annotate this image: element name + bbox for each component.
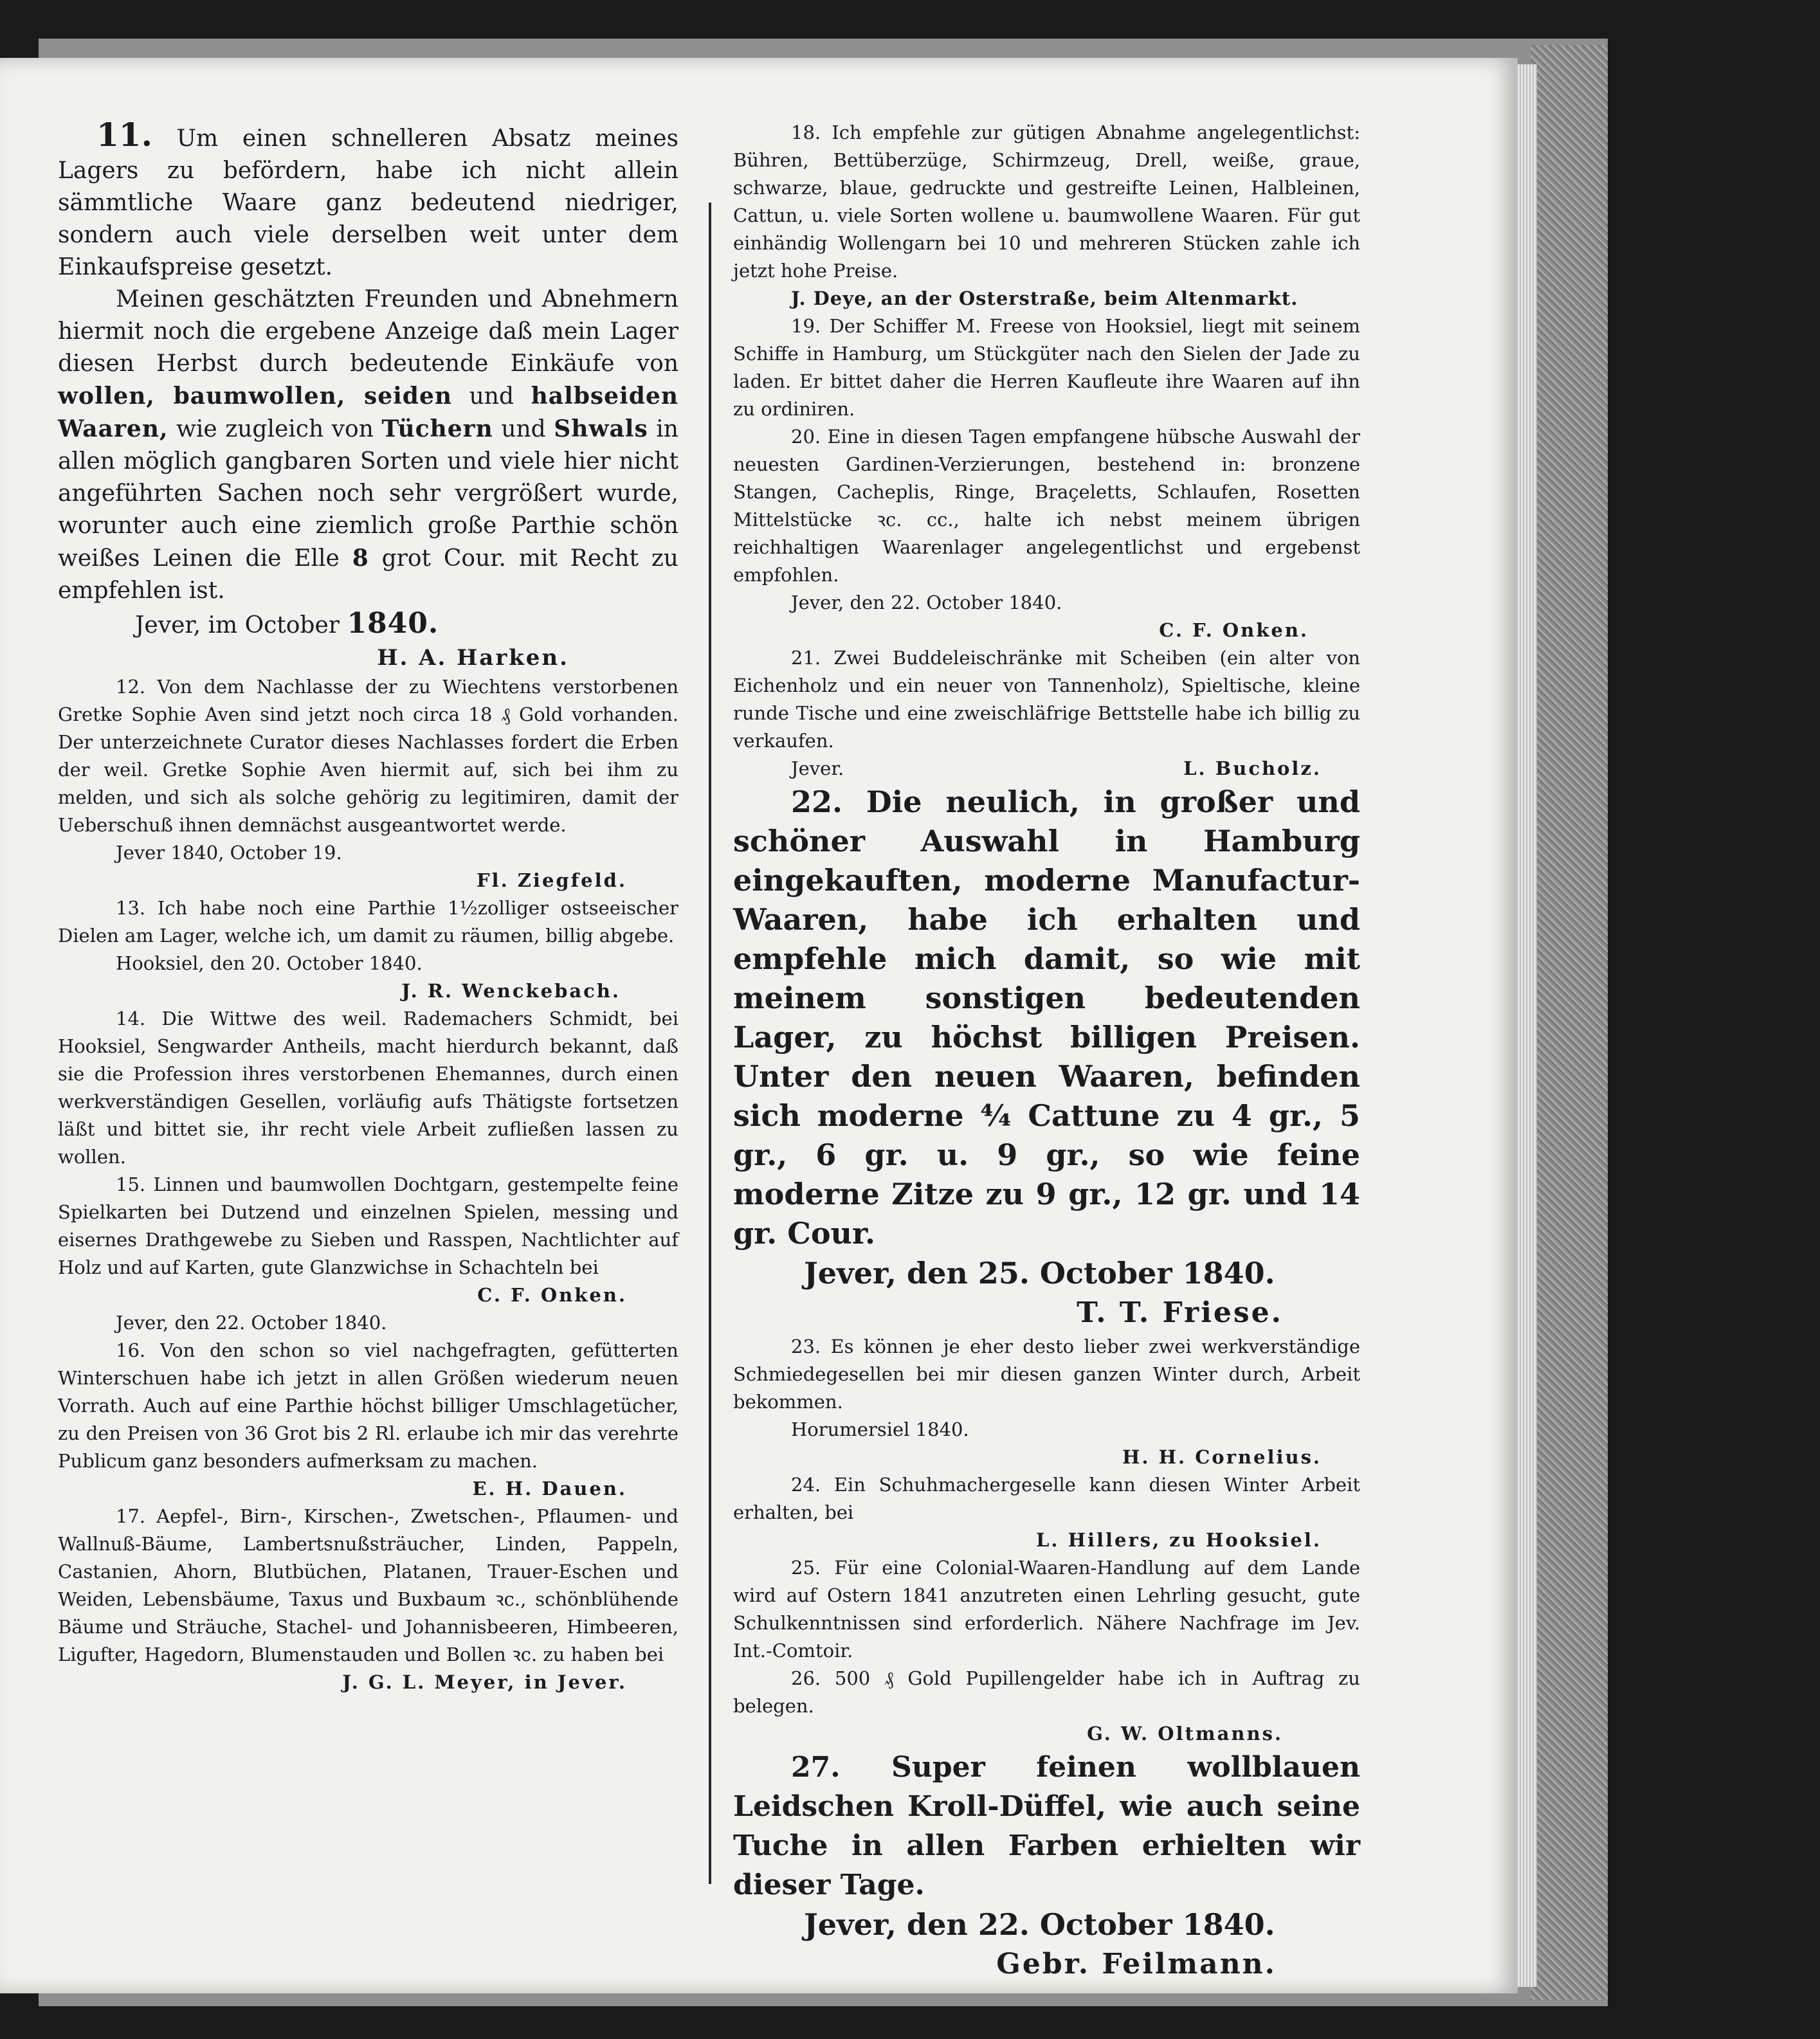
notice-25 — [733, 1554, 1360, 1665]
emphasis-text: Shwals — [554, 415, 648, 442]
notice-signature: G. W. Oltmanns. — [1087, 1723, 1283, 1744]
notice-signature: C. F. Onken. — [1159, 619, 1309, 641]
emphasis-text: wollen, baumwollen, seiden — [58, 383, 453, 410]
notice-signature: L. Hillers, zu Hooksiel. — [1035, 1529, 1322, 1551]
notice-text: in allen möglich gangbaren Sorten und viele hier nicht angeführten Sachen noch sehr vergrößert wurde, worunter auch eine ziemlich große Parthie schön weißes Leinen die Elle — [58, 416, 678, 572]
notice-signature: Gebr. Feilmann. — [996, 1948, 1277, 1980]
notice-date: Jever, den 22. October 1840. — [791, 592, 1062, 613]
notice-12 — [58, 673, 678, 894]
notice-21 — [733, 644, 1360, 783]
notice-signature: J. Deye, an der Osterstraße, beim Altenmarkt. — [791, 287, 1298, 309]
notice-text: 17. Aepfel-, Birn-, Kirschen-, Zwetschen-, Pflaumen- und Wallnuß-Bäume, Lambertsnußsträucher, Linden, Pappeln, Castanien, Ahorn, Blutbüchen, Platanen, Trauer-Eschen und Weiden, Lebensbäume, Taxus und Buxbaum ꝛc., schönblühende Bäume und Sträuche, Stachel- und Johannisbeeren, Himbeeren, Ligufter, Hagedorn, Blumenstauden und Bollen ꝛc. zu haben bei — [58, 1505, 678, 1665]
right-column — [733, 119, 1360, 1984]
page-edge-speckle — [1531, 45, 1608, 2000]
notice-number: 11. — [96, 116, 152, 154]
notice-text: 27. Super feinen wollblauen Leidschen Kroll-Düffel, wie auch seine Tuche in allen Farben erhielten wir dieser Tage. — [733, 1751, 1360, 1901]
notice-13 — [58, 894, 678, 1005]
notice-14 — [58, 1005, 678, 1171]
notice-date: Jever, den 22. October 1840. — [804, 1907, 1275, 1942]
notice-text: 18. Ich empfehle zur gütigen Abnahme angelegentlichst: Bühren, Bettüberzüge, Schirmzeug, Drell, weiße, graue, schwarze, blaue, gedruckte und gestreifte Leinen, Halbleinen, Cattun, u. viele Sorten wollene u. baumwollene Waaren. Für gut einhändig Wollengarn bei 10 und mehreren Stücken zahle ich jetzt hohe Preise. — [733, 122, 1360, 282]
notice-signature: J. G. L. Meyer, in Jever. — [342, 1671, 627, 1693]
notice-11 — [58, 116, 679, 673]
newspaper-page — [0, 58, 1518, 1993]
notice-text: 16. Von den schon so viel nachgefragten, gefütterten Winterschuen habe ich jetzt in allen Größen wiederum neuen Vorrath. Auch auf eine Parthie höchst billiger Umschlagetücher, zu den Preisen von 36 Grot bis 2 Rl. erlaube ich mir das verehrte Publicum ganz besonders aufmerksam zu machen. — [58, 1339, 678, 1472]
notice-text: 23. Es können je eher desto lieber zwei werkverständige Schmiedegesellen bei mir diesen ganzen Winter durch, Arbeit bekommen. — [733, 1336, 1360, 1413]
notice-text: grot Cour. mit Recht zu empfehlen ist. — [58, 545, 678, 604]
notice-17 — [58, 1503, 678, 1696]
notice-24 — [733, 1471, 1360, 1554]
notice-26 — [733, 1665, 1360, 1748]
notice-text: 20. Eine in diesen Tagen empfangene hübsche Auswahl der neuesten Gardinen-Verzierungen, bestehend in: bronzene Stangen, Cacheplis, Ringe, Braçeletts, Schlaufen, Rosetten Mittelstücke ꝛc. cc., halte ich nebst meinem übrigen reichhaltigen Waarenlager angelegentlichst und ergebenst empfohlen. — [733, 426, 1360, 586]
notice-date: Jever, den 22. October 1840. — [116, 1312, 387, 1334]
notice-text: 14. Die Wittwe des weil. Rademachers Schmidt, bei Hooksiel, Sengwarder Antheils, macht hierdurch bekannt, daß sie die Profession ihres verstorbenen Ehemannes, durch einen werkverständigen Gesellen, vorläufig aufs Thätigste fortsetzen läßt und bittet sie, ihr recht viele Arbeit zufließen lassen zu wollen. — [58, 1008, 678, 1168]
notice-18 — [733, 119, 1360, 313]
notice-place: Jever. — [791, 757, 844, 779]
notice-signature: L. Bucholz. — [1183, 757, 1322, 779]
emphasis-text: Tüchern — [381, 415, 493, 442]
notice-signature: J. R. Wenckebach. — [401, 980, 621, 1002]
notice-signature: H. A. Harken. — [377, 645, 569, 671]
emphasis-text: halbseiden Waaren, — [58, 383, 679, 442]
notice-text: 19. Der Schiffer M. Freese von Hooksiel, liegt mit seinem Schiffe in Hamburg, um Stückgüter nach den Sielen der Jade zu laden. Er bittet daher die Herren Kaufleute ihre Waaren auf ihn zu ordiniren. — [733, 315, 1360, 420]
notice-date: Hooksiel, den 20. October 1840. — [116, 952, 423, 974]
notice-text: Meinen geschätzten Freunden und Abnehmern hiermit noch die ergebene Anzeige daß mein Lager diesen Herbst durch bedeutende Einkäufe von — [58, 286, 678, 377]
notice-date: Jever 1840, October 19. — [116, 842, 342, 864]
notice-text: 22. Die neulich, in großer und schöner Auswahl in Hamburg eingekauften, moderne Manufactur-Waaren, habe ich erhalten und empfehle mich damit, so wie mit meinem sonstigen bedeutenden Lager, zu höchst billigen Preisen. Unter den neuen Waaren, befinden sich moderne ⁴⁄₄ Cattune zu 4 gr., 5 gr., 6 gr. u. 9 gr., so wie feine moderne Zitze zu 9 gr., 12 gr. und 14 gr. Cour. — [733, 784, 1360, 1251]
column-divider — [709, 203, 711, 1884]
notice-signature: Fl. Ziegfeld. — [476, 869, 627, 891]
notice-text: 24. Ein Schuhmachergeselle kann diesen Winter Arbeit erhalten, bei — [733, 1474, 1360, 1523]
notice-27 — [733, 1748, 1360, 1984]
notice-text: und — [469, 383, 514, 410]
notice-date: Jever, im October — [135, 612, 340, 639]
notice-23 — [733, 1333, 1360, 1471]
notice-signature: C. F. Onken. — [477, 1284, 627, 1306]
notice-text: 26. 500 ₰ Gold Pupillengelder habe ich in Auftrag zu belegen. — [733, 1667, 1360, 1717]
emphasis-text: 8 — [352, 545, 369, 572]
notice-15 — [58, 1171, 678, 1337]
notice-date: Jever, den 25. October 1840. — [804, 1256, 1275, 1291]
notice-20 — [733, 423, 1360, 644]
notice-text: Um einen schnelleren Absatz meines Lagers zu befördern, habe ich nicht allein sämmtliche Waare ganz bedeutend niedriger, sondern auch viele derselben weit unter dem Einkaufspreise gesetzt. — [58, 125, 678, 280]
notice-signature: E. H. Dauen. — [472, 1478, 627, 1500]
notice-22 — [733, 783, 1360, 1333]
notice-text: 13. Ich habe noch eine Parthie 1½zolliger ostseeischer Dielen am Lager, welche ich, um damit zu räumen, billig abgebe. — [58, 897, 678, 947]
notice-text: 21. Zwei Buddeleischränke mit Scheiben (ein alter von Eichenholz und ein neuer von Tannenholz), Spieltische, kleine runde Tische und eine zweischläfrige Bettstelle habe ich billig zu verkaufen. — [733, 647, 1360, 752]
notice-year: 1840. — [347, 607, 439, 640]
notice-19 — [733, 313, 1360, 423]
left-column — [58, 116, 679, 1696]
notice-signature: H. H. Cornelius. — [1122, 1446, 1322, 1468]
notice-text: und — [501, 416, 546, 442]
notice-signature: T. T. Friese. — [1077, 1296, 1283, 1329]
notice-text: 15. Linnen und baumwollen Dochtgarn, gestempelte feine Spielkarten bei Dutzend und einzelnen Spielen, messing und eisernes Drathgewebe zu Sieben und Rasspen, Nachtlichter auf Holz und auf Karten, gute Glanzwichse in Schachteln bei — [58, 1174, 678, 1278]
notice-text: 12. Von dem Nachlasse der zu Wiechtens verstorbenen Gretke Sophie Aven sind jetzt noch circa 18 ₰ Gold vorhanden. Der unterzeichnete Curator dieses Nachlasses fordert die Erben der weil. Gretke Sophie Aven hiermit auf, sich bei ihm zu melden, und sich als solche gehörig zu legitimiren, damit der Ueberschuß ihnen demnächst ausgeantwortet werde. — [58, 676, 678, 836]
notice-16 — [58, 1337, 678, 1503]
notice-text: wie zugleich von — [176, 416, 374, 442]
notice-text: 25. Für eine Colonial-Waaren-Handlung auf dem Lande wird auf Ostern 1841 anzutreten einen Lehrling gesucht, gute Schulkenntnissen sind erforderlich. Nähere Nachfrage im Jev. Int.-Comtoir. — [733, 1557, 1360, 1662]
notice-date: Horumersiel 1840. — [791, 1418, 969, 1440]
